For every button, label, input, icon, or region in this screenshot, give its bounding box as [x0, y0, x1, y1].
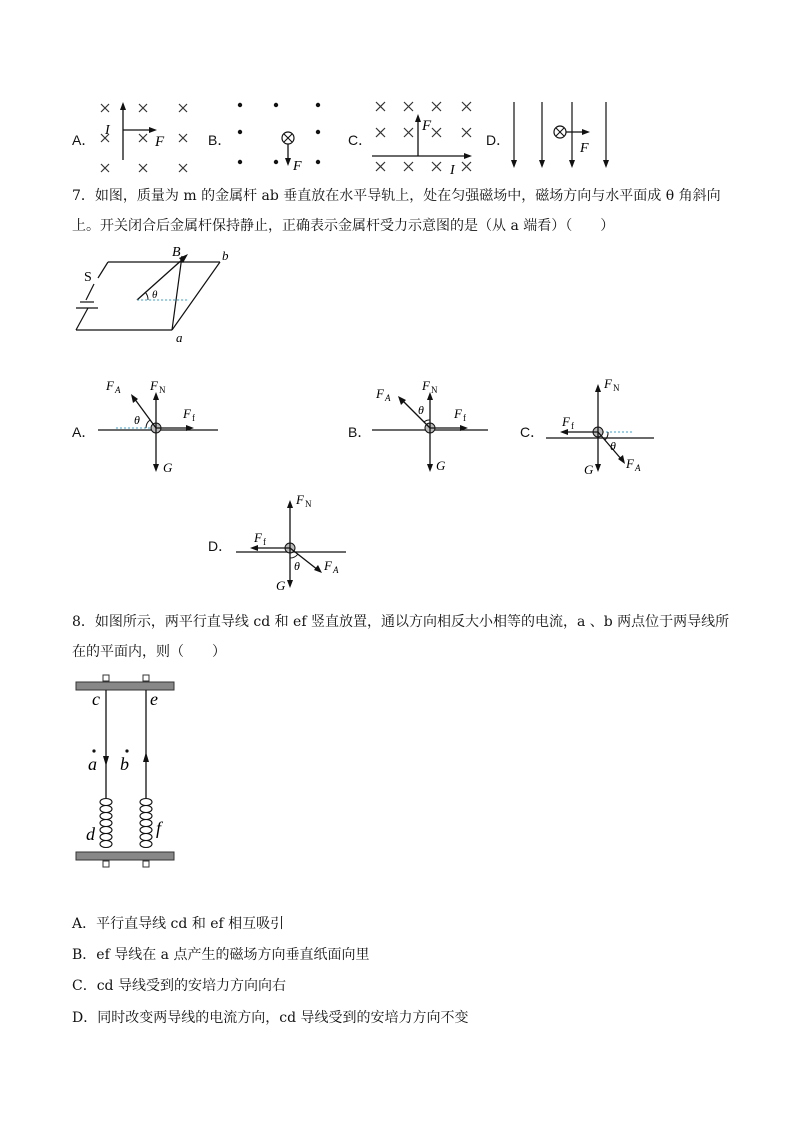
q6-option-a-figure: [95, 102, 195, 172]
q6c-force-label: F: [422, 118, 432, 134]
q7-rail-figure: [72, 244, 242, 344]
q7-stem-line1: 7．如图，质量为 m 的金属杆 ab 垂直放在水平导轨上，处在匀强磁场中，磁场方向与水平面成 θ 角斜向: [72, 188, 721, 204]
q8-label-a: a: [88, 754, 97, 774]
q7b-angle-label: θ: [418, 403, 424, 417]
q6-option-d-figure: [508, 100, 618, 175]
q8-stem-line2: 在的平面内，则（ ）: [72, 644, 226, 660]
q7a-fn-sub: N: [159, 385, 166, 395]
q8-stem-line1: 8．如图所示，两平行直导线 cd 和 ef 竖直放置，通以方向相反大小相等的电流，a 、b 两点位于两导线所: [72, 614, 730, 630]
q8-option-b: B．ef 导线在 a 点产生的磁场方向垂直纸面向里: [72, 947, 370, 963]
q7-option-a-label: A．: [72, 424, 96, 440]
q7-field-label: B: [172, 245, 181, 260]
q7d-g-label: G: [276, 578, 286, 593]
q7a-fn-label: F: [150, 378, 158, 393]
q7-option-d-figure: [236, 490, 366, 600]
q8-option-c: C．cd 导线受到的安培力方向向右: [72, 978, 286, 994]
q8-option-d: D．同时改变两导线的电流方向，cd 导线受到的安培力方向不变: [72, 1010, 469, 1026]
q6-option-a-label: A．: [72, 132, 96, 148]
q6d-force-label: F: [580, 141, 589, 156]
q6-option-c-figure: [370, 100, 480, 178]
q7-option-b-label: B．: [348, 424, 372, 440]
q7d-fn-label: F: [296, 492, 304, 507]
q8-label-e: e: [150, 689, 158, 709]
q6b-force-label: F: [293, 159, 302, 174]
q7c-g-label: G: [584, 462, 594, 477]
q7-option-b-figure: [372, 378, 502, 478]
q7a-ff-label: F: [183, 406, 191, 421]
q7b-fa-sub: A: [385, 393, 391, 403]
q8-label-d: d: [86, 824, 95, 844]
q7-option-c-figure: [546, 376, 676, 486]
q7a-ff-sub: f: [192, 413, 195, 423]
q7d-ff-sub: f: [263, 537, 266, 547]
q6c-current-label: I: [450, 163, 455, 178]
q8-label-c: c: [92, 689, 100, 709]
q6-option-b-label: B．: [208, 132, 232, 148]
q8-wire-figure: [72, 672, 192, 872]
q7c-ff-sub: f: [571, 421, 574, 431]
q7-option-a-figure: [98, 378, 228, 478]
q7-angle-label: θ: [152, 289, 158, 301]
q8-label-b: b: [120, 754, 129, 774]
q7c-fn-label: F: [604, 376, 612, 391]
q7-switch-label: S: [84, 270, 92, 285]
q7b-ff-label: F: [454, 406, 462, 421]
q7b-ff-sub: f: [463, 413, 466, 423]
q7b-fn-label: F: [422, 378, 430, 393]
q7d-fa-label: F: [324, 558, 332, 573]
q7-option-d-label: D．: [208, 538, 233, 554]
q8-option-a: A．平行直导线 cd 和 ef 相互吸引: [72, 916, 285, 932]
q7-stem-line2: 上。开关闭合后金属杆保持静止，正确表示金属杆受力示意图的是（从 a 端看）（ ）: [72, 218, 615, 234]
q8-label-f: f: [156, 818, 162, 838]
q6-option-b-figure: [232, 100, 332, 174]
q7-end-a-label: a: [176, 330, 183, 345]
q6-option-d-label: D．: [486, 132, 511, 148]
q7d-ff-label: F: [254, 530, 262, 545]
q7c-fn-sub: N: [613, 383, 620, 393]
q6a-force-label: F: [155, 134, 165, 150]
q7-end-b-label: b: [222, 248, 229, 263]
q6-option-c-label: C．: [348, 132, 373, 148]
q7b-fa-label: F: [376, 386, 384, 401]
q7b-g-label: G: [436, 458, 446, 473]
q7d-fa-sub: A: [333, 565, 339, 575]
q7a-g-label: G: [163, 460, 173, 475]
q7c-fa-sub: A: [635, 463, 641, 473]
q6a-current-label: I: [105, 123, 110, 138]
q7a-fa-sub: A: [115, 385, 121, 395]
q7c-angle-label: θ: [610, 439, 616, 453]
q7a-angle-label: θ: [134, 413, 140, 427]
q7c-fa-label: F: [626, 456, 634, 471]
q7c-ff-label: F: [562, 414, 570, 429]
q7-option-c-label: C．: [520, 424, 545, 440]
q7d-angle-label: θ: [294, 559, 300, 573]
q7a-fa-label: F: [106, 378, 114, 393]
q7d-fn-sub: N: [305, 499, 312, 509]
q7b-fn-sub: N: [431, 385, 438, 395]
